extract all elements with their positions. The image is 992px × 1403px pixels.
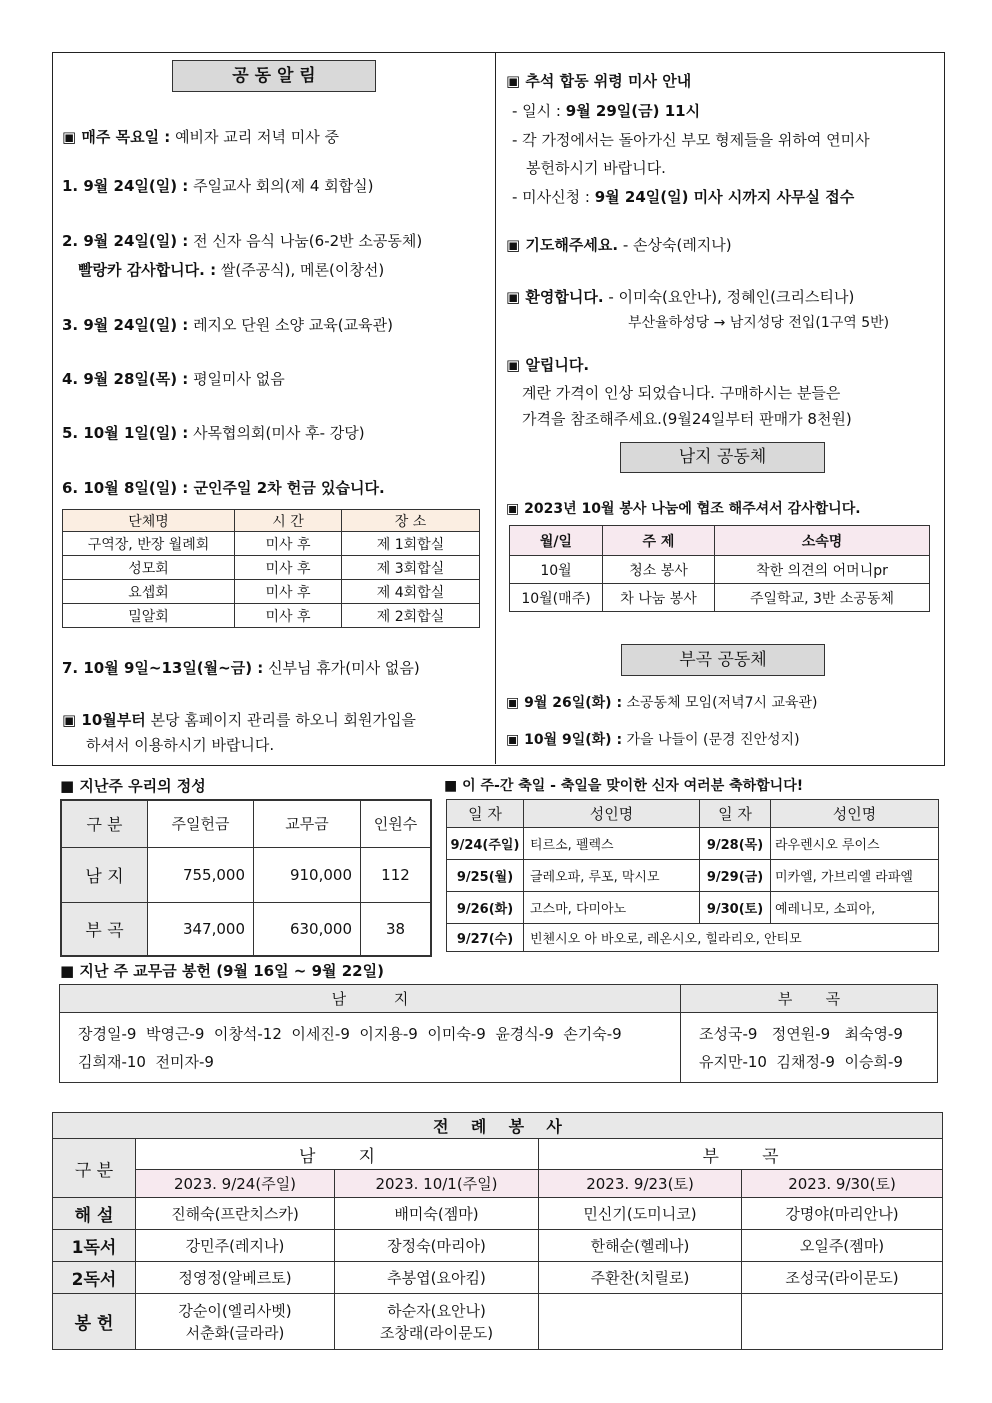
bugok-item2: ▣ 10월 9일(화) : 가을 나들이 (문경 진안성지) — [506, 732, 800, 748]
cell: 착한 의견의 어머니pr — [715, 556, 930, 584]
notice-5: 5. 10월 1일(일) : 사목협의회(미사 후- 강당) — [62, 424, 365, 442]
cell: 755,000 — [148, 847, 254, 902]
offer-name: 조창래(라이문도) — [379, 1323, 494, 1342]
liturgy-namji: 남 지 — [136, 1139, 539, 1170]
cell: 강민주(레지나) — [136, 1230, 335, 1262]
notice-8b: 하셔서 이용하시기 바랍니다. — [86, 736, 275, 754]
cell: 한해순(헬레나) — [539, 1230, 742, 1262]
bugok-item1: ▣ 9월 26일(화) : 소공동체 모임(저녁7시 교육관) — [506, 695, 818, 711]
cell: 미사 후 — [235, 532, 342, 556]
liturgy-corner: 구 분 — [53, 1139, 136, 1198]
cell: 10월(매주) — [510, 584, 603, 612]
liturgy-date: 2023. 9/30(토) — [742, 1170, 943, 1198]
chuseok-desc2: 봉헌하시기 바랍니다. — [526, 159, 666, 177]
offering-head: 교무금 — [254, 800, 361, 847]
chuseok-apply: - 미사신청 : 9월 24일(일) 미사 시까지 사무실 접수 — [512, 188, 855, 206]
tithe-bugok-head: 부 곡 — [681, 985, 938, 1013]
cell: 구역장, 반장 월례회 — [63, 532, 235, 556]
liturgy-title: 전 례 봉 사 — [53, 1113, 943, 1139]
liturgy-role: 2독서 — [53, 1262, 136, 1294]
table-row — [61, 847, 431, 902]
cell: 민신기(도미니코) — [539, 1198, 742, 1230]
chuseok-date: - 일시 : 9월 29일(금) 11시 — [512, 102, 701, 120]
notice-2b: 빨랑카 감사합니다. : 쌀(주공식), 메론(이창선) — [78, 261, 385, 279]
cell: 빈첸시오 아 바오로, 레온시오, 힐라리오, 안티모 — [524, 924, 939, 952]
namji-thanks: ▣ 2023년 10월 봉사 나눔에 협조 해주셔서 감사합니다. — [506, 501, 861, 517]
notice-label: ▣ 알립니다. — [506, 356, 590, 374]
cell: 10월 — [510, 556, 603, 584]
cell: 9/29(금) — [700, 860, 771, 892]
cell: 910,000 — [254, 847, 361, 902]
cell: 9/26(화) — [447, 892, 524, 924]
cell — [742, 1294, 943, 1350]
offer-name: 서춘화(글라라) — [185, 1323, 285, 1342]
group-table — [62, 509, 480, 628]
notice-text2: 가격을 참조해주세요.(9월24일부터 판매가 8천원) — [522, 410, 852, 428]
tithe-table — [59, 984, 938, 1083]
cell: 조성국(라이문도) — [742, 1262, 943, 1294]
offering-head: 구 분 — [61, 800, 148, 847]
service-head: 주 제 — [603, 526, 715, 556]
liturgy-bugok: 부 곡 — [539, 1139, 943, 1170]
cell: 강명야(마리안나) — [742, 1198, 943, 1230]
tithe-namji-cell — [60, 1013, 681, 1083]
feast-head: 일 자 — [700, 800, 771, 828]
cell: 예레니모, 소피아, — [771, 892, 939, 924]
offer-name: 강순이(엘리사벳) — [178, 1301, 292, 1320]
cell: 요셉회 — [63, 580, 235, 604]
bugok-title: 부곡 공동체 — [621, 644, 825, 676]
service-table — [509, 525, 930, 612]
cell: 장정숙(마리아) — [335, 1230, 539, 1262]
table-row — [510, 584, 930, 612]
liturgy-date: 2023. 9/24(주일) — [136, 1170, 335, 1198]
cell: 성모회 — [63, 556, 235, 580]
cell: 차 나눔 봉사 — [603, 584, 715, 612]
notice-3: 3. 9월 24일(일) : 레지오 단원 소양 교육(교육관) — [62, 316, 393, 334]
table-row — [447, 924, 939, 952]
tithe-namji-line: 김희재-10 전미자-9 — [78, 1052, 214, 1071]
table-row — [53, 1294, 943, 1350]
cell: 진해숙(프란치스카) — [136, 1198, 335, 1230]
cell: 오일주(젬마) — [742, 1230, 943, 1262]
welcome-line2: 부산율하성당 → 남지성당 전입(1구역 5반) — [628, 315, 890, 331]
table-row — [60, 1013, 938, 1083]
cell: 112 — [361, 847, 432, 902]
table-row — [53, 1262, 943, 1294]
cell: 고스마, 다미아노 — [524, 892, 700, 924]
cell: 9/27(수) — [447, 924, 524, 952]
cell: 주환찬(치릴로) — [539, 1262, 742, 1294]
feast-table — [446, 799, 939, 952]
table-row — [53, 1198, 943, 1230]
group-head: 시 간 — [235, 510, 342, 532]
cell: 9/25(월) — [447, 860, 524, 892]
cell: 배미숙(젬마) — [335, 1198, 539, 1230]
cell: 제 3회합실 — [342, 556, 480, 580]
cell: 347,000 — [148, 902, 254, 956]
offer-name: 하순자(요안나) — [387, 1301, 486, 1320]
cell: 제 4회합실 — [342, 580, 480, 604]
table-row — [447, 828, 939, 860]
service-head: 소속명 — [715, 526, 930, 556]
feast-head: 성인명 — [524, 800, 700, 828]
notice-1: 1. 9월 24일(일) : 주일교사 회의(제 4 회합실) — [62, 177, 374, 195]
notice-weekly: ▣ 매주 목요일 : 예비자 교리 저녁 미사 중 — [62, 128, 340, 146]
notice-2: 2. 9월 24일(일) : 전 신자 음식 나눔(6-2반 소공동체) — [62, 232, 423, 250]
feast-head: 일 자 — [447, 800, 524, 828]
cell: 라우렌시오 루이스 — [771, 828, 939, 860]
table-row — [447, 892, 939, 924]
left-title: 공 동 알 림 — [172, 60, 376, 92]
cell: 미사 후 — [235, 604, 342, 628]
cell: 9/28(목) — [700, 828, 771, 860]
cell: 부 곡 — [61, 902, 148, 956]
table-row — [510, 556, 930, 584]
group-head: 단체명 — [63, 510, 235, 532]
cell: 9/30(토) — [700, 892, 771, 924]
tithe-bugok-cell — [681, 1013, 938, 1083]
table-row — [61, 902, 431, 956]
notice-text1: 계란 가격이 인상 되었습니다. 구매하시는 분들은 — [522, 384, 841, 402]
cell: 미카엘, 가브리엘 라파엘 — [771, 860, 939, 892]
cell: 제 1회합실 — [342, 532, 480, 556]
cell: 정영정(알베르토) — [136, 1262, 335, 1294]
table-row — [63, 604, 480, 628]
tithe-title: ■ 지난 주 교무금 봉헌 (9월 16일 ~ 9월 22일) — [60, 962, 384, 980]
liturgy-role: 해 설 — [53, 1198, 136, 1230]
cell: 미사 후 — [235, 556, 342, 580]
tithe-bugok-line: 유지만-10 김채정-9 이승희-9 — [699, 1052, 903, 1071]
chuseok-title: ▣ 추석 합동 위령 미사 안내 — [506, 72, 692, 90]
liturgy-role: 봉 헌 — [53, 1294, 136, 1350]
cell: 제 2회합실 — [342, 604, 480, 628]
cell: 9/24(주일) — [447, 828, 524, 860]
offering-table — [60, 799, 432, 957]
cell: 미사 후 — [235, 580, 342, 604]
top-divider — [495, 52, 496, 764]
liturgy-date: 2023. 10/1(주일) — [335, 1170, 539, 1198]
feast-head: 성인명 — [771, 800, 939, 828]
table-row — [63, 532, 480, 556]
tithe-bugok-line: 조성국-9 정연원-9 최숙영-9 — [699, 1024, 903, 1043]
liturgy-table — [52, 1112, 943, 1350]
cell: 주일학교, 3반 소공동체 — [715, 584, 930, 612]
cell — [136, 1294, 335, 1350]
table-row — [447, 860, 939, 892]
feast-title: ■ 이 주-간 축일 - 축일을 맞이한 신자 여러분 축하합니다! — [444, 778, 804, 794]
cell: 청소 봉사 — [603, 556, 715, 584]
table-row — [63, 556, 480, 580]
cell: 밀알회 — [63, 604, 235, 628]
table-row — [63, 580, 480, 604]
notice-7: 7. 10월 9일~13일(월~금) : 신부님 휴가(미사 없음) — [62, 659, 420, 677]
cell: 티르소, 펠렉스 — [524, 828, 700, 860]
offering-head: 인원수 — [361, 800, 432, 847]
notice-8: ▣ 10월부터 본당 홈페이지 관리를 하오니 회원가입을 — [62, 711, 416, 729]
cell — [335, 1294, 539, 1350]
group-head: 장 소 — [342, 510, 480, 532]
offering-head: 주일헌금 — [148, 800, 254, 847]
liturgy-date: 2023. 9/23(토) — [539, 1170, 742, 1198]
table-row — [53, 1230, 943, 1262]
cell: 글레오파, 루포, 막시모 — [524, 860, 700, 892]
liturgy-role: 1독서 — [53, 1230, 136, 1262]
tithe-namji-head: 남 지 — [60, 985, 681, 1013]
service-head: 월/일 — [510, 526, 603, 556]
cell: 38 — [361, 902, 432, 956]
notice-6: 6. 10월 8일(일) : 군인주일 2차 헌금 있습니다. — [62, 479, 385, 497]
notice-4: 4. 9월 28일(목) : 평일미사 없음 — [62, 370, 285, 388]
cell: 630,000 — [254, 902, 361, 956]
tithe-namji-line: 장경일-9 박영근-9 이창석-12 이세진-9 이지용-9 이미숙-9 윤경식-9 손기숙-9 — [78, 1024, 622, 1043]
pray-line: ▣ 기도해주세요. - 손상숙(레지나) — [506, 236, 732, 254]
welcome-line: ▣ 환영합니다. - 이미숙(요안나), 정혜인(크리스티나) — [506, 288, 855, 306]
offering-title: ■ 지난주 우리의 정성 — [60, 777, 206, 795]
cell: 남 지 — [61, 847, 148, 902]
chuseok-desc: - 각 가정에서는 돌아가신 부모 형제들을 위하여 연미사 — [512, 131, 870, 149]
cell — [539, 1294, 742, 1350]
namji-title: 남지 공동체 — [620, 442, 825, 473]
cell: 추봉엽(요아킴) — [335, 1262, 539, 1294]
